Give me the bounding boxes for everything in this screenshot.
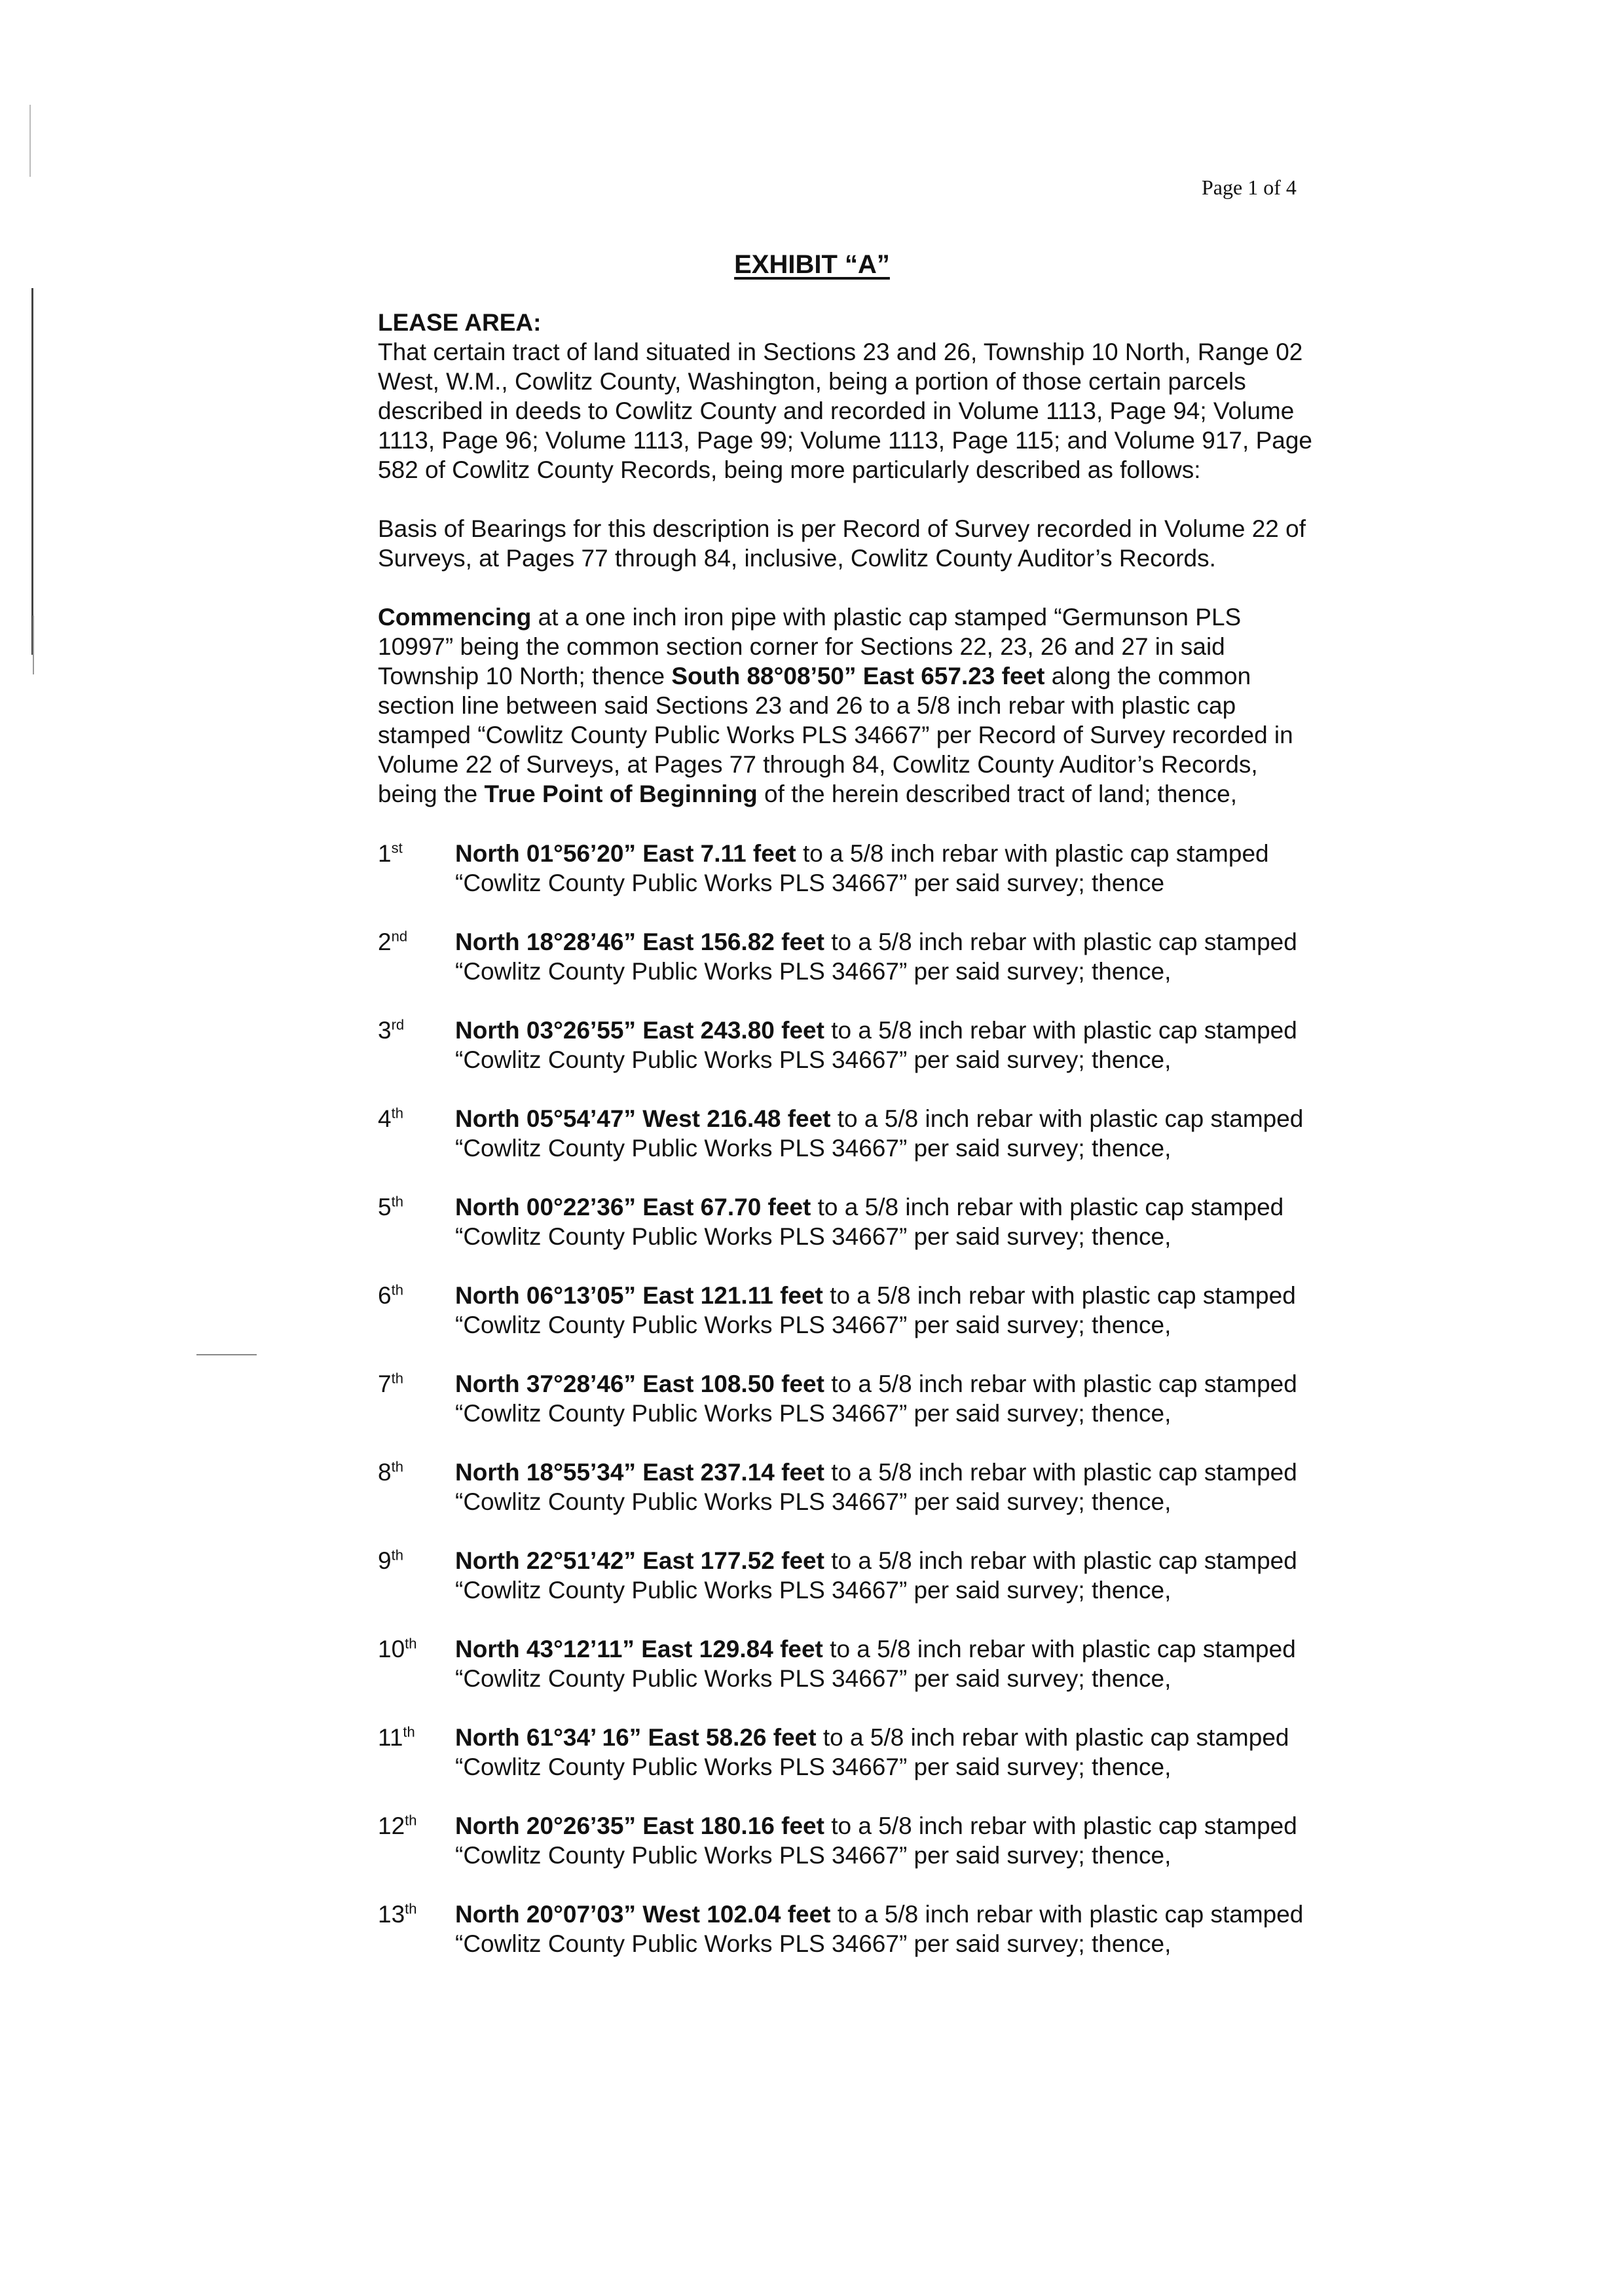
- course-item: [378, 1192, 1321, 1251]
- course-bearing: North 20°07’03” West 102.04 feet: [455, 1901, 831, 1928]
- course-ordinal: [378, 1369, 455, 1428]
- course-text: to a 5/8 inch rebar with plastic cap stamped “Cowlitz County Public Works PLS 34667” per said survey; thence,: [455, 1636, 1296, 1692]
- course-ordinal-suffix: th: [391, 1370, 403, 1387]
- course-ordinal-suffix: rd: [391, 1016, 405, 1033]
- scan-dash: [196, 1354, 257, 1355]
- course-ordinal-suffix: th: [405, 1635, 417, 1652]
- course-description: [455, 1016, 1321, 1074]
- course-number: 8: [378, 1459, 392, 1486]
- course-list: [378, 839, 1321, 1958]
- course-ordinal: [378, 1546, 455, 1605]
- course-description: [455, 1192, 1321, 1251]
- course-ordinal: [378, 1016, 455, 1074]
- course-ordinal: [378, 1281, 455, 1340]
- course-bearing: North 00°22’36” East 67.70 feet: [455, 1194, 811, 1221]
- course-item: [378, 1281, 1321, 1340]
- course-description: [455, 1104, 1321, 1163]
- course-ordinal: [378, 1723, 455, 1782]
- course-text: to a 5/8 inch rebar with plastic cap stamped “Cowlitz County Public Works PLS 34667” per said survey; thence,: [455, 1282, 1296, 1338]
- course-ordinal: [378, 1634, 455, 1693]
- page-number: Page 1 of 4: [1202, 175, 1297, 199]
- course-description: [455, 839, 1321, 898]
- course-number: 3: [378, 1017, 392, 1044]
- commencing-lead: Commencing: [378, 604, 532, 631]
- lease-area-heading: LEASE AREA:: [378, 309, 542, 336]
- course-bearing: North 22°51’42” East 177.52 feet: [455, 1547, 824, 1574]
- course-number: 1: [378, 840, 392, 867]
- course-description: [455, 1811, 1321, 1870]
- course-number: 7: [378, 1370, 392, 1397]
- course-number: 10: [378, 1636, 405, 1662]
- course-bearing: North 20°26’35” East 180.16 feet: [455, 1812, 824, 1839]
- course-ordinal: [378, 1458, 455, 1516]
- course-number: 5: [378, 1194, 392, 1221]
- course-ordinal-suffix: th: [405, 1812, 417, 1829]
- course-bearing: North 37°28’46” East 108.50 feet: [455, 1370, 824, 1397]
- course-text: to a 5/8 inch rebar with plastic cap stamped “Cowlitz County Public Works PLS 34667” per said survey; thence,: [455, 1459, 1297, 1515]
- course-ordinal-suffix: th: [391, 1458, 403, 1475]
- course-text: to a 5/8 inch rebar with plastic cap stamped “Cowlitz County Public Works PLS 34667” per said survey; thence,: [455, 1370, 1297, 1427]
- commencing-bearing: South 88°08’50” East 657.23 feet: [671, 663, 1045, 689]
- course-text: to a 5/8 inch rebar with plastic cap stamped “Cowlitz County Public Works PLS 34667” per said survey; thence,: [455, 1547, 1297, 1604]
- scan-margin-tick: [29, 105, 31, 177]
- course-text: to a 5/8 inch rebar with plastic cap stamped “Cowlitz County Public Works PLS 34667” per said survey; thence,: [455, 1901, 1304, 1957]
- course-ordinal-suffix: nd: [391, 928, 408, 945]
- scan-margin-line: [31, 288, 33, 655]
- course-item: [378, 1723, 1321, 1782]
- course-ordinal-suffix: th: [391, 1547, 403, 1564]
- course-description: [455, 1634, 1321, 1693]
- true-point-of-beginning: True Point of Beginning: [484, 780, 758, 807]
- course-text: to a 5/8 inch rebar with plastic cap stamped “Cowlitz County Public Works PLS 34667” per said survey; thence,: [455, 928, 1297, 985]
- course-description: [455, 1458, 1321, 1516]
- course-bearing: North 43°12’11” East 129.84 feet: [455, 1636, 823, 1662]
- course-ordinal-suffix: th: [403, 1723, 415, 1740]
- course-item: [378, 1016, 1321, 1074]
- course-ordinal: [378, 839, 455, 898]
- course-bearing: North 61°34’ 16” East 58.26 feet: [455, 1724, 817, 1751]
- course-ordinal: [378, 1104, 455, 1163]
- course-bearing: North 05°54’47” West 216.48 feet: [455, 1105, 831, 1132]
- course-description: [455, 927, 1321, 986]
- basis-of-bearings-paragraph: Basis of Bearings for this description is per Record of Survey recorded in Volume 22 of Surveys, at Pages 77 through 84, inclusive, Cowlitz County Auditor’s Records.: [378, 515, 1306, 572]
- lease-area-paragraph: That certain tract of land situated in Sections 23 and 26, Township 10 North, Range 02 West, W.M., Cowlitz County, Washington, being a portion of those certain parcels described in deeds to Cowlitz County and recorded in Volume 1113, Page 94; Volume 1113, Page 96; Volume 1113, Page 99; Volume 1113, Page 115; and Volume 917, Page 582 of Cowlitz County Records, being more particularly described as follows:: [378, 339, 1312, 483]
- course-item: [378, 839, 1321, 898]
- course-item: [378, 1458, 1321, 1516]
- course-ordinal-suffix: th: [405, 1900, 417, 1917]
- course-description: [455, 1546, 1321, 1605]
- course-number: 4: [378, 1105, 392, 1132]
- course-item: [378, 1546, 1321, 1605]
- commencing-text-2: along the common section line between said Sections 23 and 26 to a 5/8 inch rebar with plastic cap stamped “Cowlitz County Public Works PLS 34667” per Record of Survey recorded in Volume 22 of Surveys, at Pages 77 through 84, Cowlitz County Auditor’s Records, being the: [378, 663, 1293, 807]
- course-ordinal: [378, 1192, 455, 1251]
- course-bearing: North 18°28’46” East 156.82 feet: [455, 928, 824, 955]
- course-text: to a 5/8 inch rebar with plastic cap stamped “Cowlitz County Public Works PLS 34667” per said survey; thence,: [455, 1105, 1304, 1162]
- course-number: 11: [378, 1724, 403, 1751]
- commencing-text-1: at a one inch iron pipe with plastic cap stamped “Germunson PLS 10997” being the common section corner for Sections 22, 23, 26 and 27 in said Township 10 North; thence: [378, 604, 1242, 689]
- course-description: [455, 1900, 1321, 1958]
- course-ordinal-suffix: st: [391, 839, 403, 856]
- course-item: [378, 1900, 1321, 1958]
- course-bearing: North 03°26’55” East 243.80 feet: [455, 1017, 824, 1044]
- course-text: to a 5/8 inch rebar with plastic cap stamped “Cowlitz County Public Works PLS 34667” per said survey; thence: [455, 840, 1269, 896]
- course-item: [378, 1369, 1321, 1428]
- course-number: 13: [378, 1901, 405, 1928]
- course-item: [378, 1634, 1321, 1693]
- course-text: to a 5/8 inch rebar with plastic cap stamped “Cowlitz County Public Works PLS 34667” per said survey; thence,: [455, 1194, 1284, 1250]
- commencing-paragraph: [378, 602, 1321, 809]
- course-description: [455, 1369, 1321, 1428]
- course-item: [378, 927, 1321, 986]
- course-text: to a 5/8 inch rebar with plastic cap stamped “Cowlitz County Public Works PLS 34667” per said survey; thence,: [455, 1724, 1289, 1780]
- document-body: [378, 308, 1321, 1988]
- course-description: [455, 1281, 1321, 1340]
- course-bearing: North 06°13’05” East 121.11 feet: [455, 1282, 823, 1309]
- course-text: to a 5/8 inch rebar with plastic cap stamped “Cowlitz County Public Works PLS 34667” per said survey; thence,: [455, 1812, 1297, 1869]
- course-item: [378, 1811, 1321, 1870]
- course-bearing: North 01°56’20” East 7.11 feet: [455, 840, 796, 867]
- course-text: to a 5/8 inch rebar with plastic cap stamped “Cowlitz County Public Works PLS 34667” per said survey; thence,: [455, 1017, 1297, 1073]
- course-ordinal: [378, 927, 455, 986]
- course-number: 9: [378, 1547, 392, 1574]
- course-number: 12: [378, 1812, 405, 1839]
- course-number: 2: [378, 928, 392, 955]
- course-description: [455, 1723, 1321, 1782]
- course-item: [378, 1104, 1321, 1163]
- exhibit-title: EXHIBIT “A”: [734, 250, 890, 279]
- course-ordinal-suffix: th: [391, 1193, 403, 1210]
- course-ordinal-suffix: th: [391, 1281, 403, 1298]
- course-ordinal: [378, 1811, 455, 1870]
- course-ordinal-suffix: th: [391, 1105, 403, 1122]
- commencing-text-3: of the herein described tract of land; thence,: [757, 780, 1238, 807]
- scan-margin-tick: [33, 615, 34, 674]
- course-ordinal: [378, 1900, 455, 1958]
- course-bearing: North 18°55’34” East 237.14 feet: [455, 1459, 824, 1486]
- course-number: 6: [378, 1282, 392, 1309]
